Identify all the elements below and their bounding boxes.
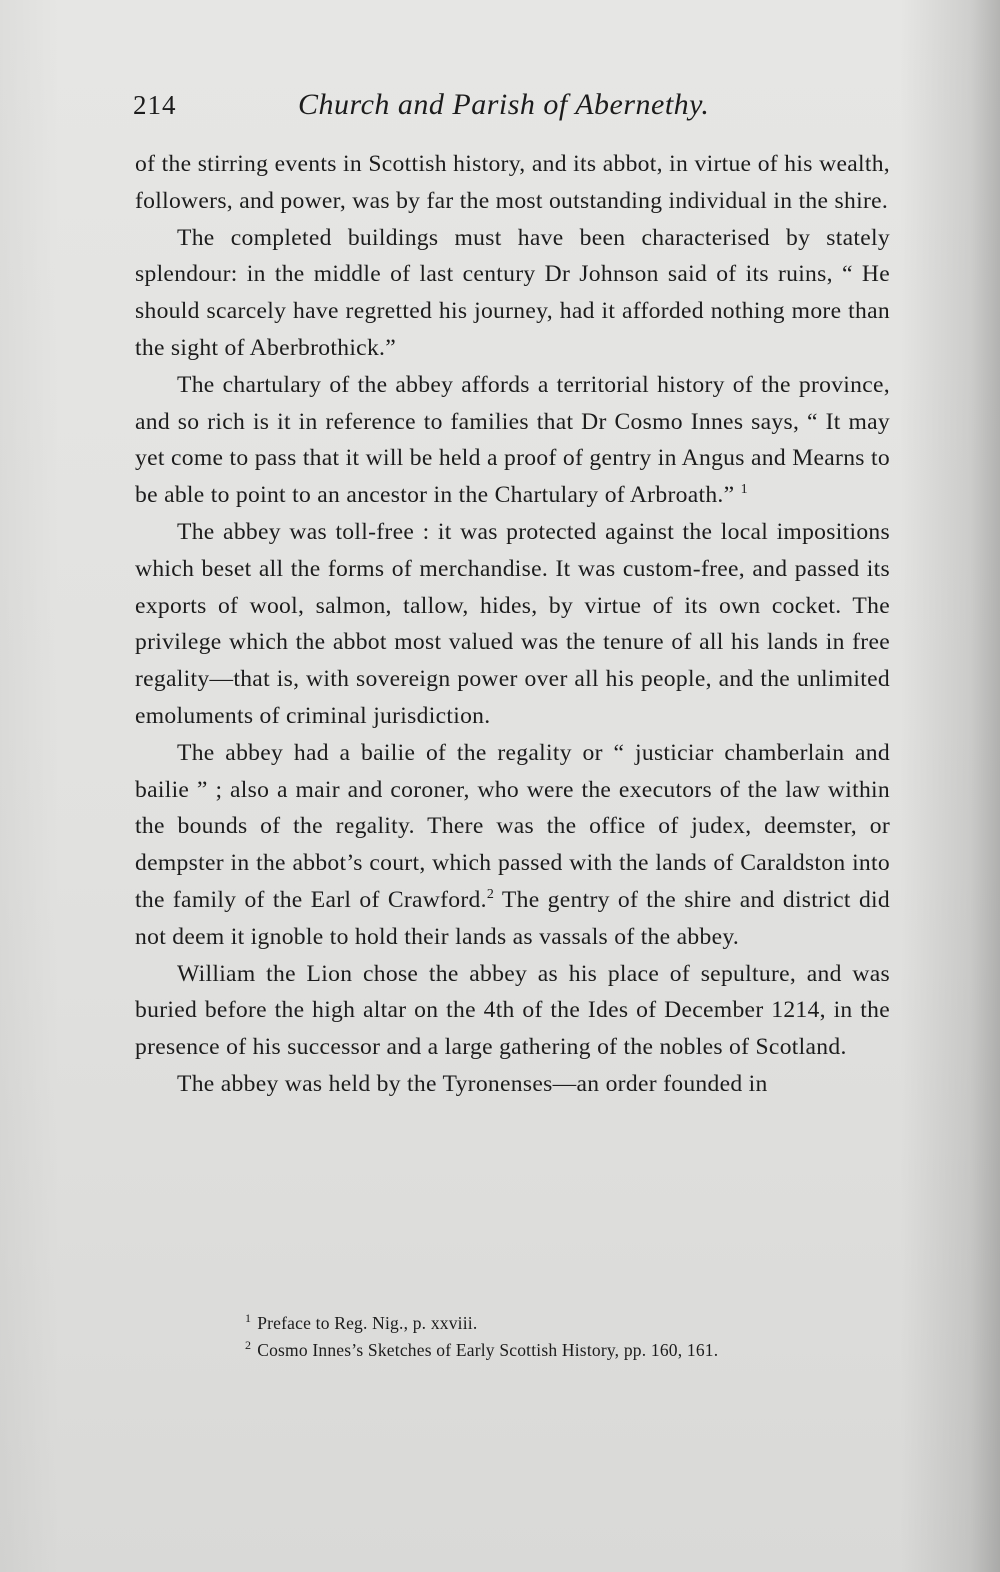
footnote-ref-1: 1: [740, 482, 748, 498]
footnote-1: [245, 1310, 845, 1337]
page-number: 214: [133, 90, 177, 120]
paragraph-chartulary: [135, 367, 890, 514]
body-text: [135, 146, 890, 1103]
footnote-mark: 2: [245, 1338, 252, 1352]
footnotes: [245, 1310, 845, 1364]
paragraph-toll-free: The abbey was toll-free : it was protected against the local impositions which beset all the forms of merchandise. It was custom-free, and passed its exports of wool, salmon, tallow, hides, by virtue of its own cocket. The privilege which the abbot most valued was the tenure of all his lands in free regality—that is, with sovereign power over all his people, and the unlimited emoluments of criminal jurisdiction.: [135, 518, 890, 729]
paragraph-buildings: The completed buildings must have been characterised by stately splendour: in the middle of last century Dr Johnson said of its ruins, “ He should scarcely have regretted his journey, had it afforded nothing more than the sight of Aberbrothick.”: [135, 224, 890, 361]
paragraph-tyronenses: The abbey was held by the Tyronenses—an order founded in: [177, 1070, 768, 1097]
footnote-2: [245, 1337, 845, 1364]
running-title: Church and Parish of Abernethy.: [298, 88, 710, 121]
paragraph-bailie-text: The abbey had a bailie of the regality or “ justiciar chamberlain and bailie ” ; also a mair and coroner, who were the executors of the law within the bounds of the regality. There was the office of judex, deemster, or dempster in the abbot’s court, which passed with the lands of Caraldston into the family of the Earl of Crawford.: [135, 739, 890, 913]
footnote-mark: 1: [245, 1311, 252, 1325]
footnote-ref-2: 2: [486, 886, 495, 902]
paragraph-william-the-lion: William the Lion chose the abbey as his place of sepulture, and was buried before the high altar on the 4th of the Ides of December 1214, in the presence of his successor and a large gathering of the nobles of Scotland.: [135, 960, 890, 1061]
paragraph-bailie: [135, 735, 890, 956]
footnote-text: Preface to Reg. Nig., p. xxviii.: [257, 1313, 478, 1333]
footnote-text: Cosmo Innes’s Sketches of Early Scottish History, pp. 160, 161.: [257, 1340, 719, 1360]
paragraph-chartulary-text: The chartulary of the abbey affords a territorial history of the province, and so rich is it in reference to families that Dr Cosmo Innes says, “ It may yet come to pass that it will be held a proof of gentry in Angus and Mearns to be able to point to an ancestor in the Chartulary of Arbroath.”: [135, 371, 890, 509]
paragraph-bailie-text-cont: The gentry of the shire and district did not deem it ignoble to hold their lands as vassals of the abbey.: [135, 886, 890, 950]
paragraph-continued: of the stirring events in Scottish history, and its abbot, in virtue of his wealth, followers, and power, was by far the most outstanding individual in the shire.: [135, 151, 890, 214]
running-head: [133, 88, 893, 128]
